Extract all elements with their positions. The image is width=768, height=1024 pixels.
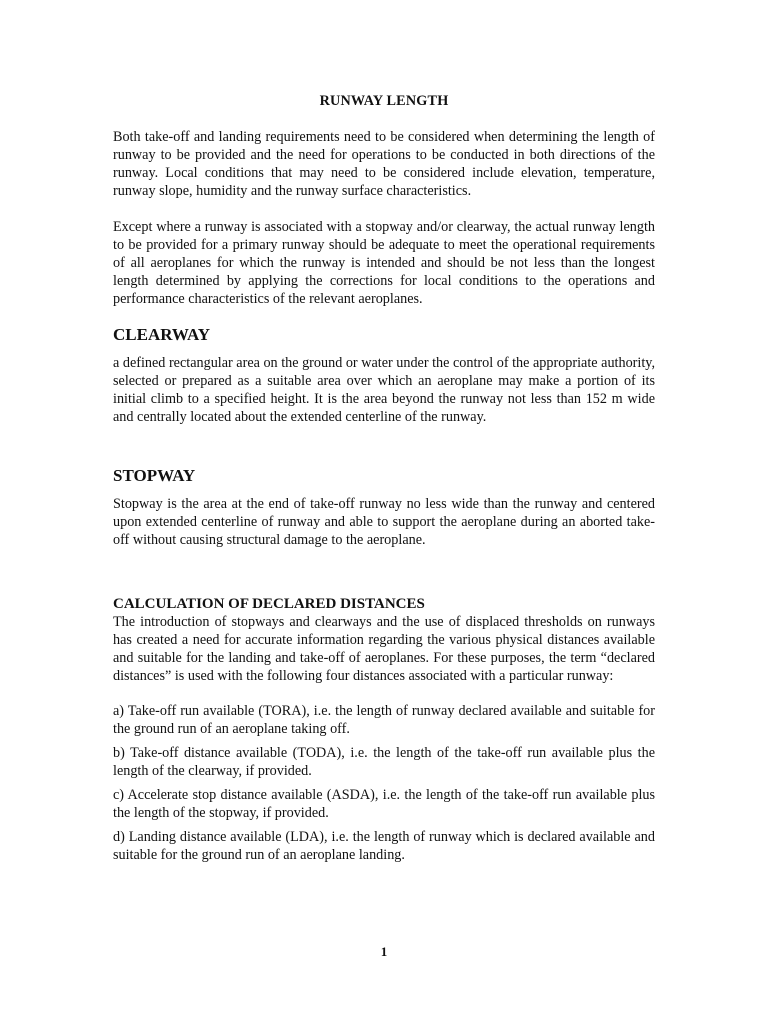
stopway-paragraph: Stopway is the area at the end of take-off runway no less wide than the runway and centered upon extended centerline of runway and able to support the aeroplane during an aborted take-off without causing structural damage to the aeroplane. — [113, 496, 655, 548]
declared-distances-paragraph: The introduction of stopways and clearways and the use of displaced thresholds on runways has created a need for accurate information regarding the various physical distances available and suitable for the landing and take-off of aeroplanes. For these purposes, the term “declared distances” is used with the following four distances associated with a particular runway: — [113, 614, 655, 684]
document-page — [113, 92, 655, 864]
list-item-asda: c) Accelerate stop distance available (ASDA), i.e. the length of the take-off run available plus the length of the stopway, if provided. — [113, 787, 655, 821]
list-item-lda: d) Landing distance available (LDA), i.e. the length of runway which is declared available and suitable for the ground run of an aeroplane landing. — [113, 829, 655, 863]
intro-paragraph-2: Except where a runway is associated with a stopway and/or clearway, the actual runway length to be provided for a primary runway should be adequate to meet the operational requirements of all aeroplanes for which the runway is intended and should be not less than the longest length determined by applying the corrections for local conditions to the operations and performance characteristics of the relevant aeroplanes. — [113, 219, 655, 307]
clearway-paragraph: a defined rectangular area on the ground or water under the control of the appropriate authority, selected or prepared as a suitable area over which an aeroplane may make a portion of its initial climb to a specified height. It is the area beyond the runway not less than 152 m wide and centrally located about the extended centerline of the runway. — [113, 355, 655, 425]
list-item-toda: b) Take-off distance available (TODA), i.e. the length of the take-off run available plus the length of the clearway, if provided. — [113, 745, 655, 779]
page-number: 1 — [380, 944, 388, 959]
document-title: RUNWAY LENGTH — [319, 93, 449, 109]
stopway-heading: STOPWAY — [113, 466, 196, 485]
clearway-heading: CLEARWAY — [113, 325, 211, 344]
list-item-tora: a) Take-off run available (TORA), i.e. the length of runway declared available and suitable for the ground run of an aeroplane taking off. — [113, 703, 655, 737]
intro-paragraph-1: Both take-off and landing requirements need to be considered when determining the length of runway to be provided and the need for operations to be conducted in both directions of the runway. Local conditions that may need to be considered include elevation, temperature, runway slope, humidity and the runway surface characteristics. — [113, 129, 655, 199]
declared-distances-heading: CALCULATION OF DECLARED DISTANCES — [113, 596, 425, 612]
